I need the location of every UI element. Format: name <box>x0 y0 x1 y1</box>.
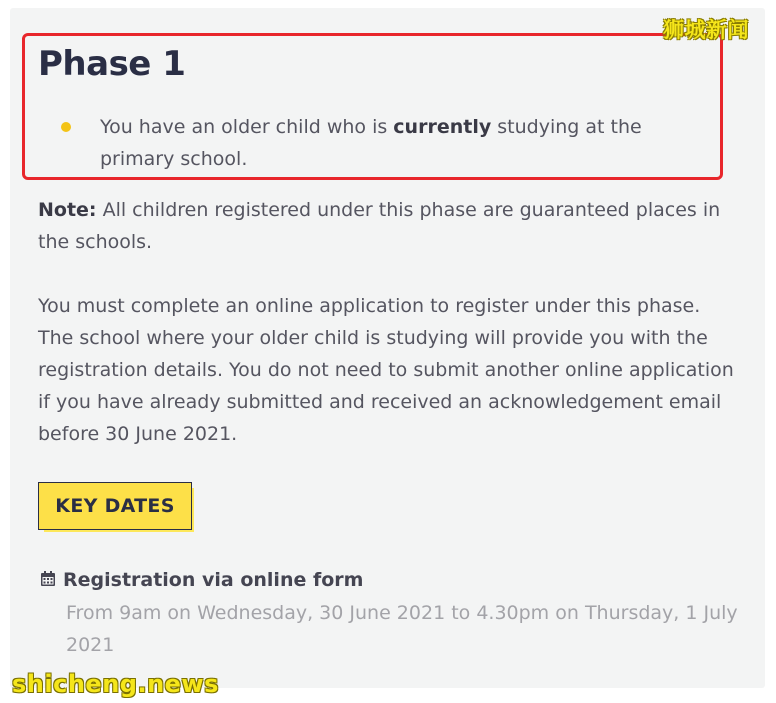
registration-detail: From 9am on Wednesday, 30 June 2021 to 4.30pm on Thursday, 1 July 2021 <box>66 602 738 656</box>
phase-criteria-bullet <box>100 111 710 175</box>
note-label: Note: <box>38 199 97 221</box>
bullet-text-end: studying at the primary school. <box>100 116 642 170</box>
key-dates-label: KEY DATES <box>55 495 175 517</box>
phase-title: Phase 1 <box>38 44 186 84</box>
bullet-dot-icon <box>61 122 71 132</box>
calendar-icon <box>41 571 55 586</box>
watermark-top: 狮城新闻 <box>663 18 749 42</box>
registration-title: Registration via online form <box>63 569 364 591</box>
note-paragraph <box>38 194 738 258</box>
application-paragraph: You must complete an online application to register under this phase. The school where your older child is studying will provide you with the registration details. You do not need to submit another online application if you have already submitted and received an acknowledgement email before 30 June 2021. <box>38 295 734 445</box>
watermark-bottom: shicheng.news <box>12 670 219 698</box>
key-dates-heading <box>38 482 192 530</box>
bullet-text-emphasis: currently <box>393 116 492 138</box>
bullet-text-start: You have an older child who is <box>100 116 394 138</box>
note-text: All children registered under this phase are guaranteed places in the schools. <box>38 199 721 253</box>
